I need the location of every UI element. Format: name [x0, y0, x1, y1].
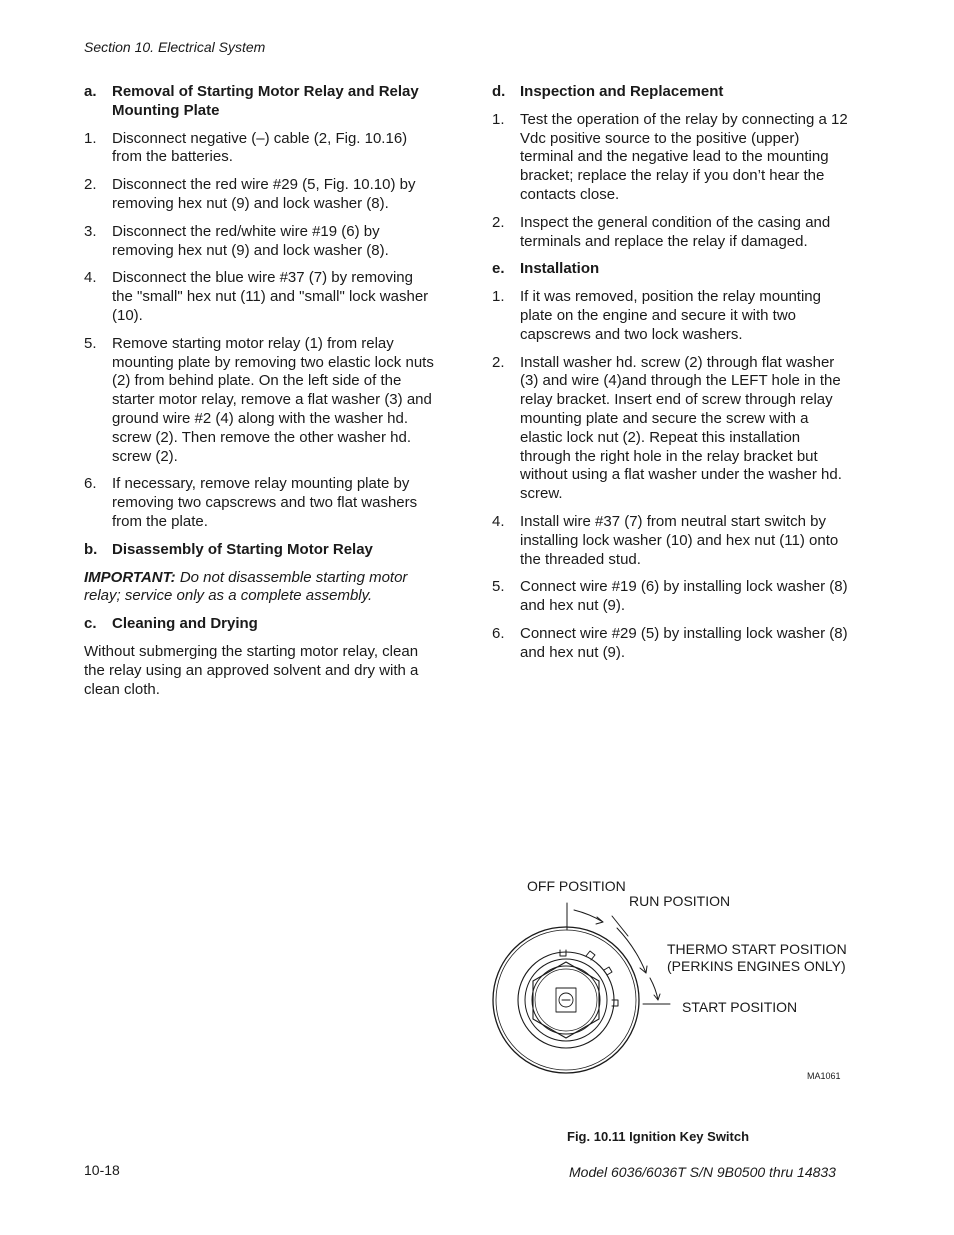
list-item-number: 5. — [492, 578, 505, 596]
section-e-letter: e. — [492, 260, 505, 278]
list-item-number: 4. — [492, 512, 505, 530]
list-item-number: 2. — [84, 176, 97, 194]
section-b-letter: b. — [84, 540, 98, 558]
list-item-text: Install washer hd. screw (2) through flat washer (3) and wire (4)and through the LEFT hole in the relay bracket. Insert end of screw through relay mounting plate and secure the screw with a elastic lock nut (2). Repeat this installation through the right hole in the relay bracket but without using a flat washer under the washer hd. screw. — [520, 353, 842, 503]
list-item-number: 5. — [84, 334, 97, 352]
section-d-letter: d. — [492, 83, 506, 100]
list-item-number: 1. — [492, 110, 505, 128]
list-item — [84, 475, 436, 531]
cleaning-paragraph: Without submerging the starting motor relay, clean the relay using an approved solvent and dry with a clean cloth. — [84, 642, 419, 698]
list-item — [492, 288, 848, 344]
list-item-text: Connect wire #19 (6) by installing lock washer (8) and hex nut (9). — [520, 578, 848, 615]
section-e-heading — [492, 260, 848, 279]
section-header: Section 10. Electrical System — [84, 39, 266, 55]
section-b-title: Disassembly of Starting Motor Relay — [112, 540, 373, 558]
section-c-title: Cleaning and Drying — [112, 615, 258, 633]
list-item-number: 6. — [492, 624, 505, 642]
list-item — [492, 214, 848, 252]
list-item-number: 2. — [492, 213, 505, 231]
section-c-heading — [84, 615, 436, 634]
list-item-text: Disconnect negative (–) cable (2, Fig. 10.16) from the batteries. — [112, 129, 408, 166]
section-b-heading — [84, 541, 436, 560]
list-item — [492, 578, 848, 616]
left-column — [84, 83, 436, 708]
list-item-number: 6. — [84, 475, 97, 493]
right-column — [492, 83, 848, 672]
list-item — [492, 111, 848, 205]
list-item — [492, 513, 848, 569]
ignition-key-switch-figure — [480, 870, 860, 1100]
section-d-title: Inspection and Replacement — [520, 83, 724, 100]
list-item — [492, 625, 848, 663]
list-item-text: Disconnect the red/white wire #19 (6) by removing hex nut (9) and lock washer (8). — [112, 222, 389, 259]
section-c-letter: c. — [84, 615, 97, 633]
list-item — [84, 176, 436, 214]
list-item-text: Connect wire #29 (5) by installing lock washer (8) and hex nut (9). — [520, 624, 848, 661]
list-item-text: Disconnect the blue wire #37 (7) by removing the "small" hex nut (11) and "small" lock washer (10). — [112, 269, 429, 324]
list-item — [84, 223, 436, 261]
list-item-number: 3. — [84, 222, 97, 240]
run-position-label: RUN POSITION — [629, 893, 731, 909]
figure-caption: Fig. 10.11 Ignition Key Switch — [567, 1129, 750, 1144]
list-item-number: 2. — [492, 353, 505, 371]
list-item — [84, 130, 436, 168]
list-item-number: 1. — [84, 129, 97, 147]
list-item — [492, 354, 848, 504]
list-item-text: Install wire #37 (7) from neutral start switch by installing lock washer (10) and hex nut (11) onto the threaded stud. — [520, 512, 839, 568]
section-a-letter: a. — [84, 83, 97, 100]
list-item-number: 4. — [84, 269, 97, 287]
list-item-text: If it was removed, position the relay mounting plate on the engine and secure it with two capscrews and two lock washers. — [520, 288, 821, 343]
list-item-text: If necessary, remove relay mounting plate by removing two capscrews and two flat washers from the plate. — [112, 475, 418, 530]
important-label: IMPORTANT: — [84, 568, 176, 586]
model-footer: Model 6036/6036T S/N 9B0500 thru 14833 — [569, 1164, 836, 1180]
off-position-label: OFF POSITION — [527, 878, 626, 894]
important-note — [84, 569, 436, 607]
section-e-title: Installation — [520, 260, 600, 278]
page-number: 10-18 — [84, 1162, 120, 1178]
important-text: Do not disassemble starting motor relay; service only as a complete assembly. — [84, 568, 408, 605]
list-item-text: Inspect the general condition of the casing and terminals and replace the relay if damaged. — [520, 213, 831, 250]
list-item-text: Remove starting motor relay (1) from relay mounting plate by removing two elastic lock nuts (2) from behind plate. On the left side of the starter motor relay, remove a flat washer (3) and ground wire #2 (4) along with the washer hd. screw (2). Then remove the other washer hd. screw (2). — [112, 334, 434, 465]
list-item — [84, 335, 436, 467]
perkins-note-label: (PERKINS ENGINES ONLY) — [667, 958, 846, 974]
figure-code: MA1061 — [807, 1071, 841, 1081]
start-position-label: START POSITION — [682, 999, 798, 1015]
section-a-title: Removal of Starting Motor Relay and Relay Mounting Plate — [112, 83, 419, 119]
list-item-number: 1. — [492, 288, 505, 306]
section-d-heading — [492, 83, 848, 102]
section-a-heading — [84, 83, 436, 121]
thermo-start-label: THERMO START POSITION — [667, 941, 847, 957]
list-item — [84, 269, 436, 325]
list-item-text: Disconnect the red wire #29 (5, Fig. 10.10) by removing hex nut (9) and lock washer (8). — [112, 176, 416, 212]
list-item-text: Test the operation of the relay by connecting a 12 Vdc positive source to the positive (upper) terminal and the negative lead to the mounting bracket; replace the relay if you don’t hear the contacts close. — [520, 110, 848, 203]
